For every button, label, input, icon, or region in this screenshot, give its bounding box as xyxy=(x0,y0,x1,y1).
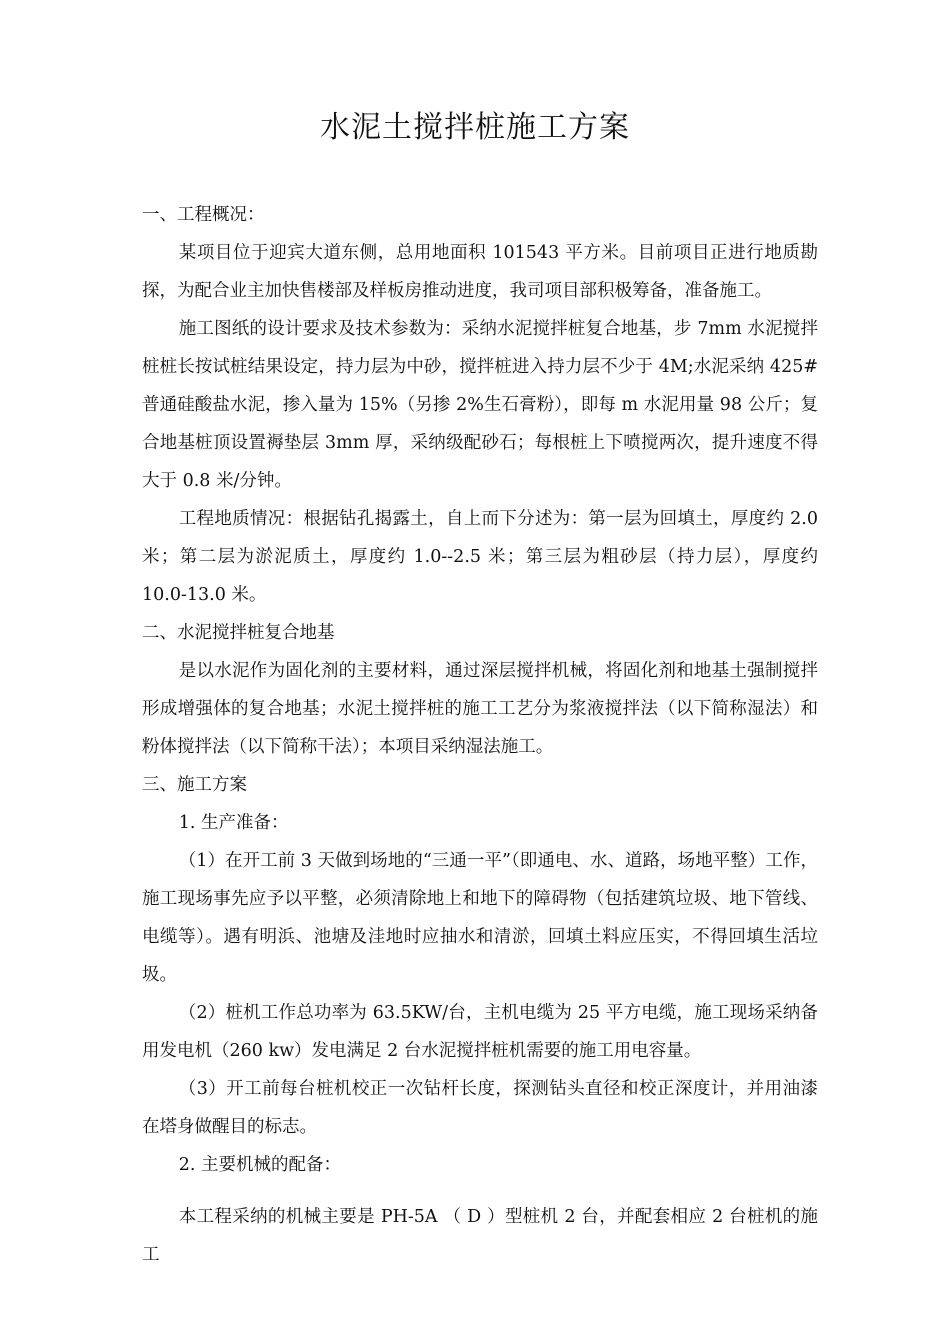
paragraph-geology: 工程地质情况：根据钻孔揭露土，自上而下分述为：第一层为回填土，厚度约 2.0 米；第二层为淤泥质土，厚度约 1.0--2.5 米；第三层为粗砂层（持力层），厚度约 10.0-13.0 米。 xyxy=(142,509,818,605)
paragraph-prep-item-3: （3）开工前每台桩机校正一次钻杆长度，探测钻头直径和校正深度计，并用油漆在塔身做醒目的标志。 xyxy=(142,1079,818,1137)
section-heading-overview: 一、工程概况： xyxy=(142,205,265,225)
section-heading-construction-plan: 三、施工方案 xyxy=(142,775,247,795)
document-body xyxy=(142,196,818,1274)
document-title: 水泥土搅拌桩施工方案 xyxy=(320,110,630,145)
section-heading-composite-foundation: 二、水泥搅拌桩复合地基 xyxy=(142,623,335,643)
paragraph-prep-item-2: （2）桩机工作总功率为 63.5KW/台，主机电缆为 25 平方电缆，施工现场采纳备用发电机（260 kw）发电满足 2 台水泥搅拌桩机需要的施工用电容量。 xyxy=(142,1003,818,1061)
paragraph-prep-item-1: （1）在开工前 3 天做到场地的“三通一平”（即通电、水、道路，场地平整）工作，施工现场事先应予以平整，必须清除地上和地下的障碍物（包括建筑垃圾、地下管线、电缆等）。遇有明浜、池塘及洼地时应抽水和清淤，回填土料应压实，不得回填生活垃圾。 xyxy=(142,851,818,985)
paragraph-composite-foundation: 是以水泥作为固化剂的主要材料，通过深层搅拌机械，将固化剂和地基土强制搅拌形成增强体的复合地基；水泥土搅拌桩的施工工艺分为浆液搅拌法（以下简称湿法）和粉体搅拌法（以下简称干法）；本项目采纳湿法施工。 xyxy=(142,661,818,757)
subheading-production-preparation: 1. 生产准备： xyxy=(178,813,289,833)
paragraph-project-location: 某项目位于迎宾大道东侧，总用地面积 101543 平方米。目前项目正进行地质勘探，为配合业主加快售楼部及样板房推动进度，我司项目部积极筹备，准备施工。 xyxy=(142,243,818,301)
subheading-main-machinery: 2. 主要机械的配备： xyxy=(178,1155,342,1175)
paragraph-machinery: 本工程采纳的机械主要是 PH-5A （ D ）型桩机 2 台，并配套相应 2 台桩机的施工 xyxy=(142,1207,818,1265)
paragraph-design-parameters: 施工图纸的设计要求及技术参数为：采纳水泥搅拌桩复合地基，步 7mm 水泥搅拌桩桩长按试桩结果设定，持力层为中砂，搅拌桩进入持力层不少于 4M;水泥采纳 425#普通硅酸盐水泥，掺入量为 15%（另掺 2%生石膏粉），即每 m 水泥用量 98 公斤；复合地基桩顶设置褥垫层 3mm 厚，采纳级配砂石；每根桩上下喷搅两次，提升速度不得大于 0.8 米/分钟。 xyxy=(142,319,818,491)
